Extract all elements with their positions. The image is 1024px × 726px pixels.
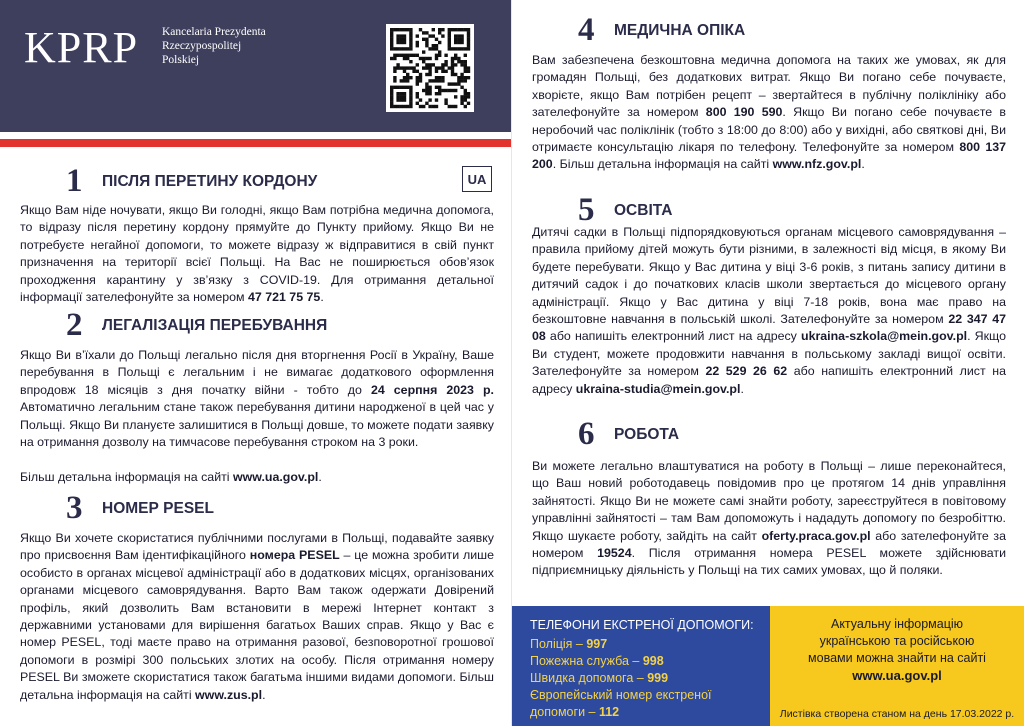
section-3-text [20, 530, 494, 704]
text-run: або зателефонуйте за номером [532, 528, 1006, 561]
qr-code-icon[interactable] [386, 24, 474, 112]
info-line: Актуальну інформацію [830, 617, 964, 631]
emergency-line [530, 654, 664, 668]
flag-stripe-white [0, 132, 512, 139]
section-2-heading [66, 307, 327, 344]
section-number: 3 [66, 490, 83, 526]
deadline-date: 24 серпня 2023 р. [370, 382, 494, 397]
chancellery-line: Polskiej [162, 54, 200, 66]
emergency-label: Швидка допомога – [530, 671, 648, 685]
text-run: . Після отримання номера PESEL можете здійснювати підприємницьку діяльність у Польщі на тих самих умовах, що й поляки. [532, 546, 1006, 578]
section-number: 6 [578, 416, 595, 452]
website-link[interactable]: www.ua.gov.pl [233, 470, 319, 484]
info-line: українською та російською [819, 634, 975, 648]
phone-number: 19524 [597, 546, 632, 561]
section-number: 4 [578, 12, 595, 48]
section-title: ОСВІТА [614, 201, 673, 219]
text-run: – це можна зробити лише особисто в органах місцевої адміністрації або в додаткових місцях, організованих органами місцевого самоврядування. Варто Вам також одержати Довірений профіль, який дозволить Вам встановити в мережі Інтернет контакт з державними установами для вирішення багатьох Ваших справ. Якщо у Вас є номер PESEL, тоді маєте право на отримання разової, безповоротної грошової допомоги в розмірі 300 польських злотих на особу. Після отримання номеру PESEL Ви зможете скористатися також багатьма іншими видами допомоги. Більш детальна інформація на сайті [20, 548, 494, 702]
emergency-line [530, 671, 668, 685]
section-title: НОМЕР PESEL [102, 499, 214, 517]
text-run: Вам забезпечена безкоштовна медична допомога на таких же умовах, як для громадян Польщі, без додаткових витрат. Якщо Ви погано себе почуваєте, хворієте, якщо Вам потрібен рецепт – звертайтеся в публічну поліклініку або зателефонуйте за номером [532, 53, 1006, 120]
emergency-label: допомоги – [530, 705, 599, 719]
section-2-more [20, 469, 494, 486]
section-title: РОБОТА [614, 425, 680, 443]
info-website-link[interactable]: www.ua.gov.pl [852, 668, 942, 683]
info-line: мовами можна знайти на сайті [808, 651, 986, 665]
phone-number: 22 529 26 62 [705, 364, 788, 379]
section-1-heading [66, 163, 317, 200]
emergency-number: 112 [598, 705, 620, 719]
emergency-line [530, 688, 712, 702]
text-run: Автоматично легальним стане також перебування дитини народженої в цей час у Польщі. Якщо Ви плануєте залишитися в Польщі довше, то можете подати заявку на отримання дозволу на тимчасове перебування строком на 3 роки. [20, 400, 494, 450]
text-run: . [318, 470, 322, 484]
language-badge: UA [462, 166, 492, 192]
section-number: 1 [66, 163, 83, 199]
emergency-line [530, 637, 607, 651]
emergency-number: 997 [586, 637, 608, 651]
text-run: . Якщо Ви студент, можете продовжити навчання в польському закладі вищої освіти. Зателефонуйте за номером [532, 329, 1006, 379]
section-2-text [20, 347, 494, 451]
section-3-heading [66, 490, 214, 527]
leaflet-date: Листівка створена станом на день 17.03.2022 р. [779, 708, 1015, 720]
text-run: . Більш детальна інформація на сайті [552, 157, 773, 172]
website-link[interactable]: www.zus.pl [195, 687, 263, 702]
section-number: 5 [578, 192, 595, 228]
phone-number: 800 190 590 [705, 105, 783, 120]
info-text [770, 616, 1024, 667]
emergency-label: Поліція – [530, 637, 587, 651]
emergency-phones-box [512, 606, 770, 726]
chancellery-line: Rzeczypospolitej [162, 40, 242, 52]
emergency-label: Європейський номер екстреної [530, 688, 712, 702]
text-run: Дитячі садки в Польщі підпорядковуються органам місцевого самоврядування – правила прийому дітей можуть бути різними, в залежності від місця, в якому Ви будете перебувати. Якщо у Вас дитина у віці 3-6 років, з питань запису дитини в дитячий садок і до початкових класів школи звертається до місцевого органу адміністрації. Якщо у Вас дитина у віці 7-18 років, вона має право на безкоштовне навчання в польській школі. Зателефонуйте за номером [532, 225, 1006, 327]
text-run: . [262, 687, 266, 702]
chancellery-line: Kancelaria Prezydenta [162, 26, 266, 38]
text-run: Ви можете легально влаштуватися на роботу в Польщі – лише переконайтеся, що Ваш новий роботодавець повідомив про це протягом 14 днів управління зайнятості. Якщо Ви не можете самі знайти роботу, зареєструйтеся в повітовому управлінні зайнятості – там Вам допоможуть і нададуть допомогу по безробіттю. Якщо шукаєте роботу, зайдіть на сайт [532, 459, 1006, 543]
chancellery-name [162, 25, 266, 67]
text-run: Якщо Ви хочете скористатися публічними послугами в Польщі, подавайте заявку про присвоєння Вам ідентифікаційного [20, 531, 494, 563]
phone-number: 800 137 200 [532, 140, 1006, 172]
email-link[interactable]: ukraina-szkola@mein.gov.pl [801, 329, 968, 344]
kprp-logo: KPRP [24, 23, 139, 72]
header-banner [0, 0, 512, 132]
text-run: . Якщо Ви погано себе почуваєте в неробочий час поліклінік (тобто з 18:00 до 8:00) або у вихідні, або святкові дні, Ви отримаєте консультацію лікаря по телефону. Телефонуйте за номером [532, 105, 1006, 155]
website-link[interactable]: oferty.praca.gov.pl [761, 528, 871, 543]
section-4-heading [578, 12, 745, 49]
text-run: Якщо Ви в’їхали до Польщі легально після дня вторгнення Росії в Україну, Ваше перебування в Польщі є легальним і не вимагає додаткового оформлення впродовж 18 місяців з дня початку війни - тобто до [20, 348, 494, 397]
section-number: 2 [66, 307, 83, 343]
section-title: ПІСЛЯ ПЕРЕТИНУ КОРДОНУ [102, 172, 318, 190]
section-title: МЕДИЧНА ОПІКА [614, 21, 746, 39]
emergency-number: 998 [642, 654, 664, 668]
section-6-text [532, 458, 1006, 580]
text-run: або напишіть електронний лист на адресу [545, 329, 801, 344]
emergency-number: 999 [647, 671, 669, 685]
website-link[interactable]: www.nfz.gov.pl [772, 157, 862, 172]
text-run: . [740, 381, 744, 396]
text-run: Більш детальна інформація на сайті [20, 470, 233, 484]
section-6-heading [578, 416, 679, 453]
emergency-label: Пожежна служба – [530, 654, 643, 668]
info-box [770, 606, 1024, 726]
text-run: Якщо Вам ніде ночувати, якщо Ви голодні, якщо Вам потрібна медична допомога, то відразу після перетину кордону прямуйте до Пункту прийому. Якщо Ви не потребуєте негайної допомоги, то можете відразу ж відправитися в свій пункт призначення на території всієї Польщі. На Вас не поширюється обов’язок проходження карантину у зв’язку з COVID-19. Для отримання детальної інформації зателефонуйте за номером [20, 203, 494, 305]
pesel-term: номера PESEL [249, 548, 340, 563]
flag-stripe-red [0, 139, 512, 147]
email-link[interactable]: ukraina-studia@mein.gov.pl [575, 381, 741, 396]
section-5-text [532, 224, 1006, 398]
emergency-title: ТЕЛЕФОНИ ЕКСТРЕНОЇ ДОПОМОГИ: [530, 618, 754, 632]
text-run: або напишіть електронний лист на адресу [532, 364, 1006, 396]
section-4-text [532, 52, 1006, 174]
section-title: ЛЕГАЛІЗАЦІЯ ПЕРЕБУВАННЯ [102, 316, 328, 334]
text-run: . [861, 157, 865, 172]
phone-number: 47 721 75 75 [247, 290, 321, 305]
phone-number: 22 347 47 08 [532, 312, 1007, 344]
section-1-text [20, 202, 494, 306]
text-run: . [320, 290, 324, 305]
emergency-line [530, 705, 619, 719]
